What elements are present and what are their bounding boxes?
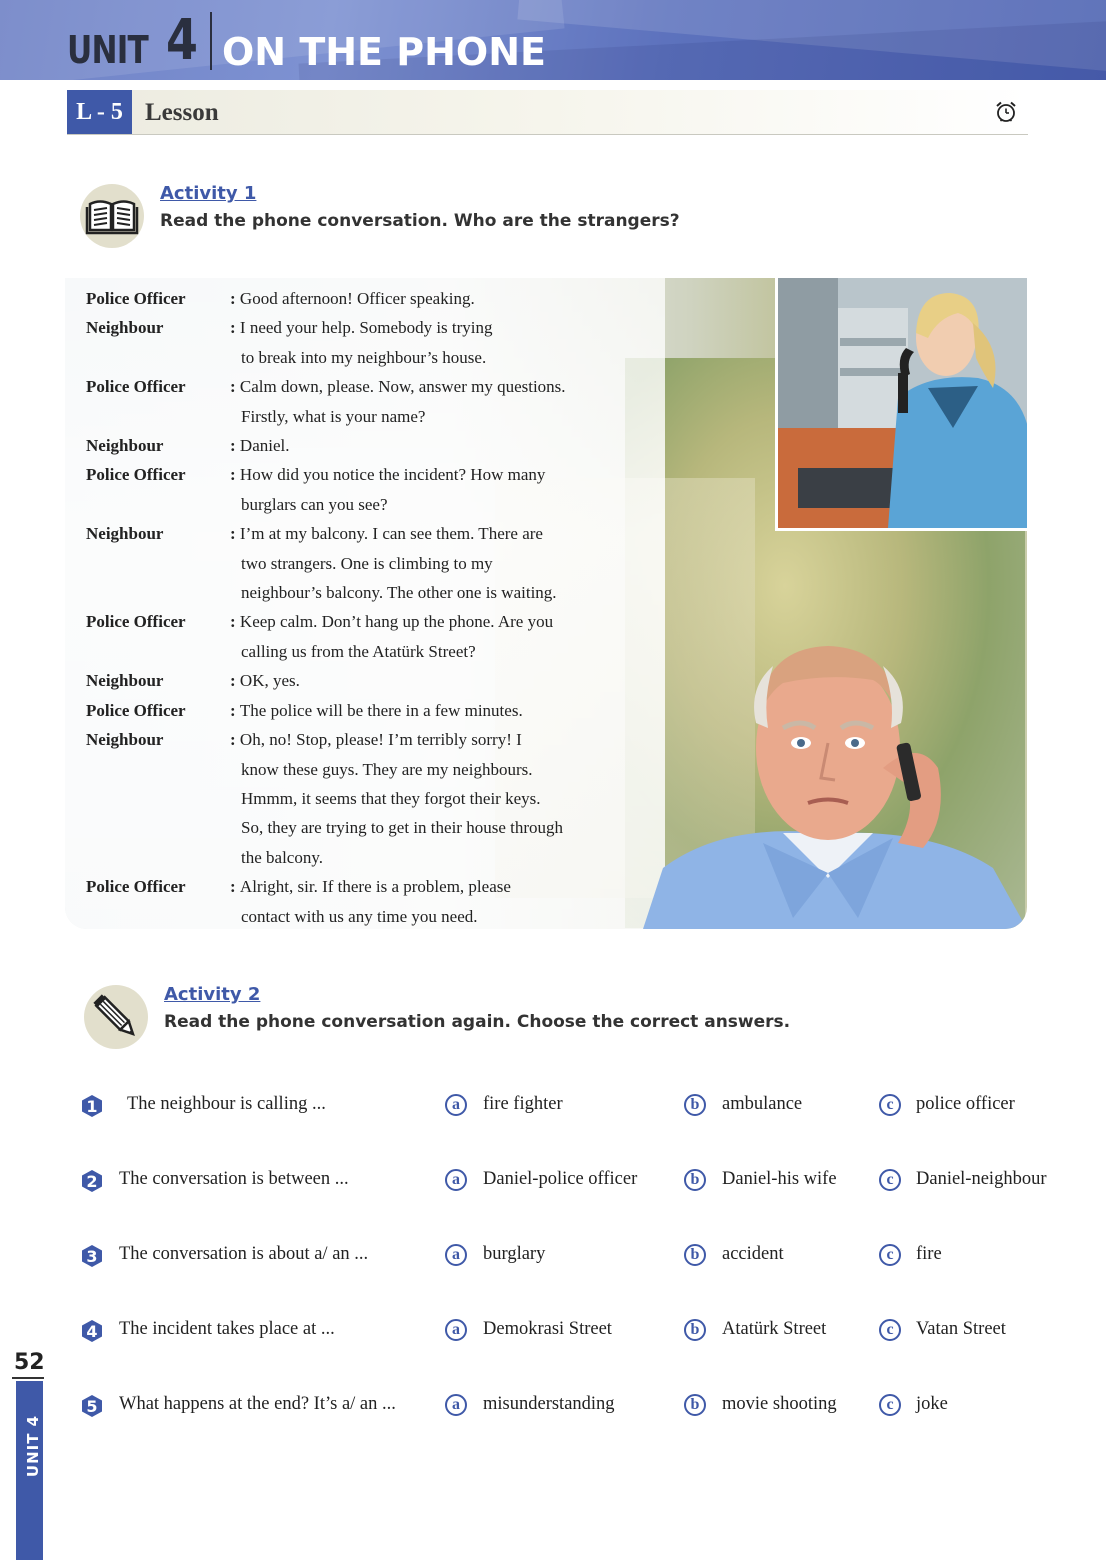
question-number-badge bbox=[80, 1169, 104, 1193]
dialogue-line: neighbour’s balcony. The other one is waiting. bbox=[241, 583, 557, 603]
question-row bbox=[80, 1167, 1090, 1197]
unit-side-tab bbox=[16, 1381, 43, 1560]
option-a-text[interactable]: burglary bbox=[483, 1244, 546, 1264]
question-text: The conversation is between ... bbox=[119, 1169, 349, 1189]
question-row bbox=[80, 1092, 1090, 1122]
dialogue-line-wrap bbox=[230, 696, 646, 725]
dialogue-text bbox=[230, 696, 646, 725]
dialogue-speaker: Neighbour bbox=[86, 436, 164, 456]
option-a-radio[interactable]: a bbox=[445, 1094, 467, 1116]
dialogue-line: Keep calm. Don’t hang up the phone. Are you bbox=[239, 612, 554, 632]
dialogue-text bbox=[230, 284, 646, 313]
option-a-text[interactable]: misunderstanding bbox=[483, 1394, 615, 1414]
dialogue-colon: : bbox=[230, 436, 240, 456]
dialogue-line: know these guys. They are my neighbours. bbox=[241, 759, 533, 779]
dialogue-line: Oh, no! Stop, please! I’m terribly sorry! I bbox=[239, 730, 522, 750]
option-b-text[interactable]: movie shooting bbox=[722, 1394, 837, 1414]
dialogue-line: Alright, sir. If there is a problem, please bbox=[239, 877, 511, 897]
dialogue-speaker: Neighbour bbox=[86, 318, 164, 338]
dialogue-turn bbox=[86, 696, 646, 725]
dialogue-colon: : bbox=[230, 377, 240, 397]
question-number: 2 bbox=[86, 1171, 98, 1191]
dialogue-text bbox=[230, 607, 646, 666]
dialogue-line: Hmmm, it seems that they forgot their keys. bbox=[241, 788, 541, 808]
unit-side-tab-label: UNIT 4 bbox=[24, 1414, 43, 1478]
dialogue-line: Daniel. bbox=[239, 436, 290, 456]
dialogue-colon: : bbox=[230, 465, 240, 485]
activity2-title: Activity 2 bbox=[164, 984, 261, 1005]
question-number: 3 bbox=[86, 1246, 98, 1266]
activity2-instruction: Read the phone conversation again. Choose the correct answers. bbox=[164, 1012, 791, 1032]
page-number-rule bbox=[12, 1377, 44, 1379]
dialogue-turn bbox=[86, 372, 646, 431]
dialogue-line: the balcony. bbox=[241, 847, 323, 867]
dialogue-speaker: Police Officer bbox=[86, 465, 186, 485]
activity1-title: Activity 1 bbox=[160, 183, 257, 204]
dialogue-line: The police will be there in a few minutes. bbox=[239, 700, 523, 720]
unit-word: UNIT bbox=[67, 28, 148, 72]
option-b-radio[interactable]: b bbox=[684, 1319, 706, 1341]
dialogue-text bbox=[230, 313, 646, 372]
dialogue-turn bbox=[86, 313, 646, 372]
dialogue-turn bbox=[86, 607, 646, 666]
dialogue-text bbox=[230, 872, 646, 929]
option-c-radio[interactable]: c bbox=[879, 1244, 901, 1266]
dialogue-colon: : bbox=[230, 524, 240, 544]
dialogue-speaker: Neighbour bbox=[86, 671, 164, 691]
dialogue-text bbox=[230, 725, 646, 872]
police-officer-illustration bbox=[778, 278, 1027, 528]
question-text: The neighbour is calling ... bbox=[127, 1094, 326, 1114]
option-a-radio[interactable]: a bbox=[445, 1169, 467, 1191]
dialogue-line: Firstly, what is your name? bbox=[241, 406, 426, 426]
dialogue-line-wrap bbox=[230, 460, 646, 489]
question-number-badge bbox=[80, 1094, 104, 1118]
option-c-text[interactable]: Vatan Street bbox=[916, 1319, 1006, 1339]
dialogue-line: Calm down, please. Now, answer my questions. bbox=[239, 377, 566, 397]
dialogue-line: calling us from the Atatürk Street? bbox=[241, 641, 476, 661]
lesson-bar-underline bbox=[67, 134, 1028, 135]
option-b-radio[interactable]: b bbox=[684, 1094, 706, 1116]
option-b-text[interactable]: accident bbox=[722, 1244, 784, 1264]
option-b-text[interactable]: ambulance bbox=[722, 1094, 803, 1114]
dialogue-line-wrap bbox=[230, 872, 646, 901]
dialogue-speaker: Police Officer bbox=[86, 877, 186, 897]
dialogue-speaker: Police Officer bbox=[86, 700, 186, 720]
question-row bbox=[80, 1242, 1090, 1272]
question-number-badge bbox=[80, 1319, 104, 1343]
question-number: 1 bbox=[86, 1096, 98, 1116]
lesson-code: L - 5 bbox=[67, 90, 132, 134]
dialogue-speaker: Neighbour bbox=[86, 730, 164, 750]
dialogue-line: OK, yes. bbox=[239, 671, 300, 691]
dialogue-text bbox=[230, 431, 646, 460]
option-c-text[interactable]: Daniel-neighbour bbox=[916, 1169, 1047, 1189]
option-a-radio[interactable]: a bbox=[445, 1394, 467, 1416]
open-book-icon bbox=[80, 184, 144, 248]
dialogue-line: burglars can you see? bbox=[241, 494, 388, 514]
question-number: 5 bbox=[86, 1396, 98, 1416]
question-text: What happens at the end? It’s a/ an ... bbox=[119, 1394, 396, 1414]
dialogue-text bbox=[230, 519, 646, 607]
dialogue-line: Good afternoon! Officer speaking. bbox=[239, 289, 475, 308]
unit-number: 4 bbox=[166, 8, 198, 73]
dialogue-line-wrap bbox=[230, 607, 646, 636]
option-a-radio[interactable]: a bbox=[445, 1244, 467, 1266]
dialogue-speaker: Police Officer bbox=[86, 377, 186, 397]
dialogue-text bbox=[230, 666, 646, 695]
dialogue-colon: : bbox=[230, 318, 240, 338]
lesson-label: Lesson bbox=[145, 99, 219, 126]
question-text: The conversation is about a/ an ... bbox=[119, 1244, 369, 1264]
activity1-instruction: Read the phone conversation. Who are the strangers? bbox=[160, 211, 680, 231]
neighbour-illustration bbox=[643, 618, 1027, 929]
dialogue bbox=[86, 284, 646, 929]
option-a-radio[interactable]: a bbox=[445, 1319, 467, 1341]
police-officer-photo bbox=[775, 278, 1027, 531]
option-b-radio[interactable]: b bbox=[684, 1169, 706, 1191]
dialogue-speaker: Police Officer bbox=[86, 289, 186, 308]
dialogue-turn bbox=[86, 431, 646, 460]
dialogue-speaker: Neighbour bbox=[86, 524, 164, 544]
dialogue-line: I need your help. Somebody is trying bbox=[239, 318, 493, 338]
option-c-radio[interactable]: c bbox=[879, 1169, 901, 1191]
page-number: 52 bbox=[14, 1350, 45, 1375]
dialogue-speaker: Police Officer bbox=[86, 612, 186, 632]
option-a-text[interactable]: fire fighter bbox=[483, 1094, 563, 1114]
dialogue-text bbox=[230, 460, 646, 519]
option-c-text[interactable]: police officer bbox=[916, 1094, 1015, 1114]
dialogue-line-wrap bbox=[230, 284, 646, 313]
dialogue-text bbox=[230, 372, 646, 431]
alarm-clock-icon bbox=[994, 100, 1018, 124]
option-a-text[interactable]: Demokrasi Street bbox=[483, 1319, 612, 1339]
activity1-icon-circle bbox=[80, 184, 144, 248]
dialogue-colon: : bbox=[230, 671, 240, 691]
question-number-badge bbox=[80, 1394, 104, 1418]
dialogue-colon: : bbox=[230, 700, 240, 720]
option-c-radio[interactable]: c bbox=[879, 1094, 901, 1116]
question-number: 4 bbox=[86, 1321, 98, 1341]
option-b-radio[interactable]: b bbox=[684, 1394, 706, 1416]
dialogue-line: So, they are trying to get in their house through bbox=[241, 818, 563, 838]
dialogue-panel bbox=[65, 278, 1027, 929]
dialogue-colon: : bbox=[230, 289, 240, 308]
dialogue-turn bbox=[86, 519, 646, 607]
dialogue-line-wrap bbox=[230, 725, 646, 754]
unit-title: ON THE PHONE bbox=[222, 30, 546, 74]
activity2-icon-circle bbox=[84, 985, 148, 1049]
dialogue-colon: : bbox=[230, 877, 240, 897]
dialogue-colon: : bbox=[230, 612, 240, 632]
lesson-bar bbox=[67, 90, 1028, 134]
dialogue-turn bbox=[86, 725, 646, 872]
pencil-icon bbox=[84, 985, 148, 1049]
unit-header bbox=[0, 0, 1106, 80]
dialogue-line: two strangers. One is climbing to my bbox=[241, 553, 493, 573]
option-b-text[interactable]: Atatürk Street bbox=[722, 1319, 827, 1339]
option-c-radio[interactable]: c bbox=[879, 1319, 901, 1341]
option-b-radio[interactable]: b bbox=[684, 1244, 706, 1266]
option-c-text[interactable]: fire bbox=[916, 1244, 942, 1264]
question-text: The incident takes place at ... bbox=[119, 1319, 335, 1339]
dialogue-colon: : bbox=[230, 730, 240, 750]
dialogue-line: I’m at my balcony. I can see them. There are bbox=[239, 524, 543, 544]
dialogue-line: contact with us any time you need. bbox=[241, 906, 478, 926]
option-a-text[interactable]: Daniel-police officer bbox=[483, 1169, 638, 1189]
dialogue-turn bbox=[86, 284, 646, 313]
dialogue-line: How did you notice the incident? How many bbox=[239, 465, 546, 485]
dialogue-turn bbox=[86, 872, 646, 929]
dialogue-line-wrap bbox=[230, 431, 646, 460]
question-number-badge bbox=[80, 1244, 104, 1268]
question-row bbox=[80, 1392, 1090, 1422]
option-c-radio[interactable]: c bbox=[879, 1394, 901, 1416]
dialogue-turn bbox=[86, 666, 646, 695]
header-divider bbox=[210, 12, 212, 70]
neighbour-photo bbox=[643, 618, 1027, 929]
option-c-text[interactable]: joke bbox=[916, 1394, 948, 1414]
question-row bbox=[80, 1317, 1090, 1347]
dialogue-line-wrap bbox=[230, 666, 646, 695]
dialogue-line: to break into my neighbour’s house. bbox=[241, 347, 487, 367]
dialogue-turn bbox=[86, 460, 646, 519]
dialogue-line-wrap bbox=[230, 313, 646, 342]
option-b-text[interactable]: Daniel-his wife bbox=[722, 1169, 837, 1189]
dialogue-line-wrap bbox=[230, 372, 646, 401]
dialogue-line-wrap bbox=[230, 519, 646, 548]
